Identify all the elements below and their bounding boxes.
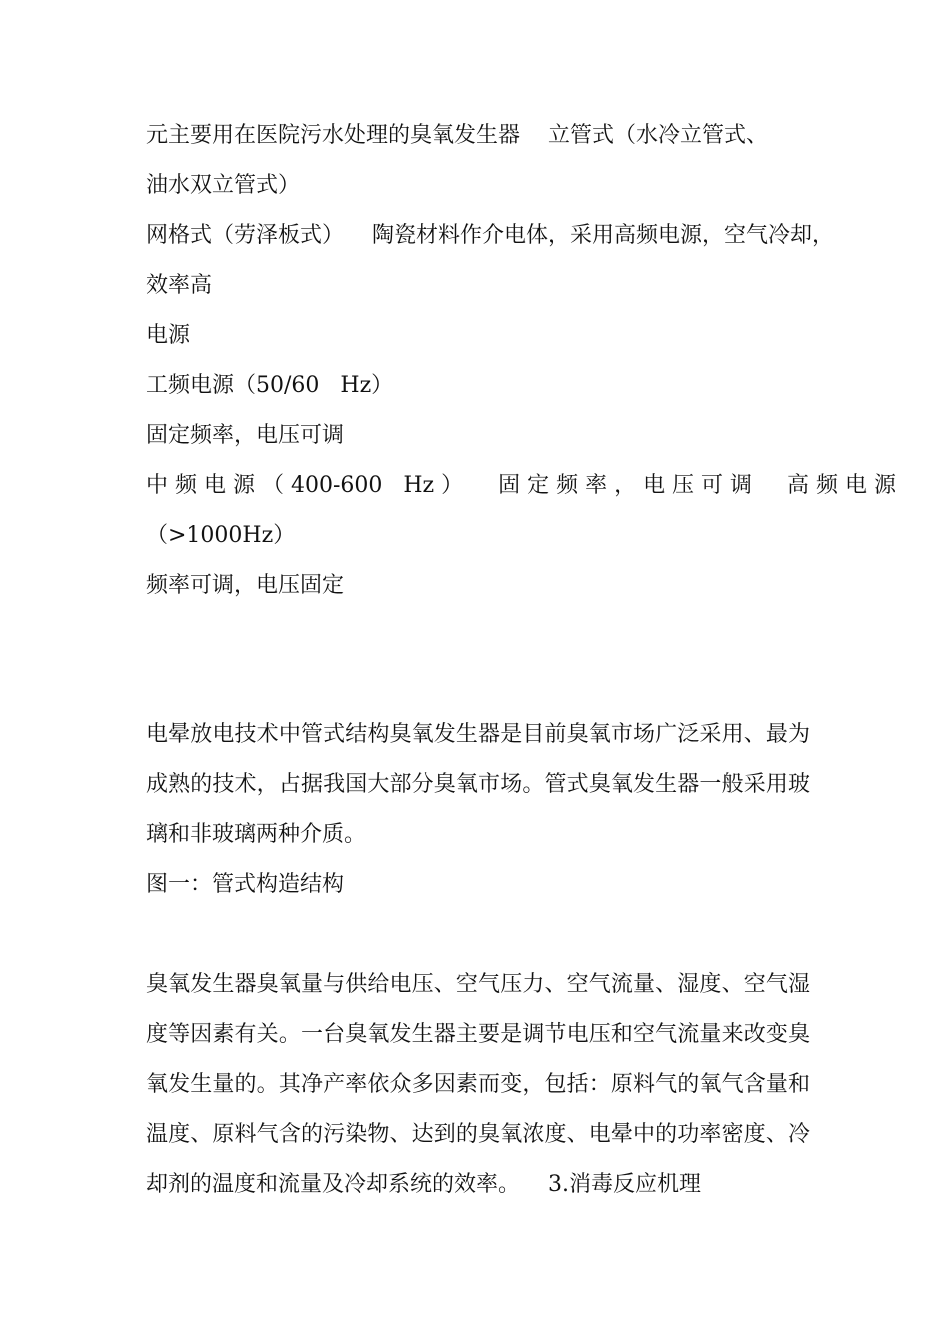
- paragraph-output-line-5: 却剂的温度和流量及冷却系统的效率。 3.消毒反应机理: [146, 1172, 701, 1197]
- paragraph-corona-line-1: 电晕放电技术中管式结构臭氧发生器是目前臭氧市场广泛采用、最为: [146, 722, 810, 747]
- text-line-medium-frequency: 中 频 电 源 （ 400-600 Hz ） 固 定 频 率 ， 电 压 可 调 高 频 电 源: [146, 473, 896, 498]
- figure-caption: 图一：管式构造结构: [146, 872, 345, 897]
- text-line-high-frequency-value: （>1000Hz）: [146, 523, 296, 548]
- text-line-oil-water-tube: 油水双立管式）: [146, 173, 301, 198]
- text-line-power-source-heading: 电源: [146, 323, 191, 348]
- text-line-power-frequency: 工频电源（50/60 Hz）: [146, 373, 394, 398]
- paragraph-output-line-4: 温度、原料气含的污染物、达到的臭氧浓度、电晕中的功率密度、冷: [146, 1122, 810, 1147]
- paragraph-output-line-1: 臭氧发生器臭氧量与供给电压、空气压力、空气流量、湿度、空气湿: [146, 972, 810, 997]
- text-line-adjustable-frequency: 频率可调，电压固定: [146, 573, 345, 598]
- text-line-efficiency: 效率高: [146, 273, 213, 298]
- text-line-fixed-frequency: 固定频率，电压可调: [146, 423, 345, 448]
- paragraph-output-line-3: 氧发生量的。其净产率依众多因素而变，包括：原料气的氧气含量和: [146, 1072, 810, 1097]
- paragraph-corona-line-2: 成熟的技术，占据我国大部分臭氧市场。管式臭氧发生器一般采用玻: [146, 772, 810, 797]
- text-line-grid-type: 网格式（劳泽板式） 陶瓷材料作介电体，采用高频电源，空气冷却，: [146, 223, 834, 248]
- text-line-ozone-generator-types: 元主要用在医院污水处理的臭氧发生器 立管式（水冷立管式、: [146, 123, 768, 148]
- paragraph-output-line-2: 度等因素有关。一台臭氧发生器主要是调节电压和空气流量来改变臭: [146, 1022, 810, 1047]
- paragraph-corona-line-3: 璃和非玻璃两种介质。: [146, 822, 367, 847]
